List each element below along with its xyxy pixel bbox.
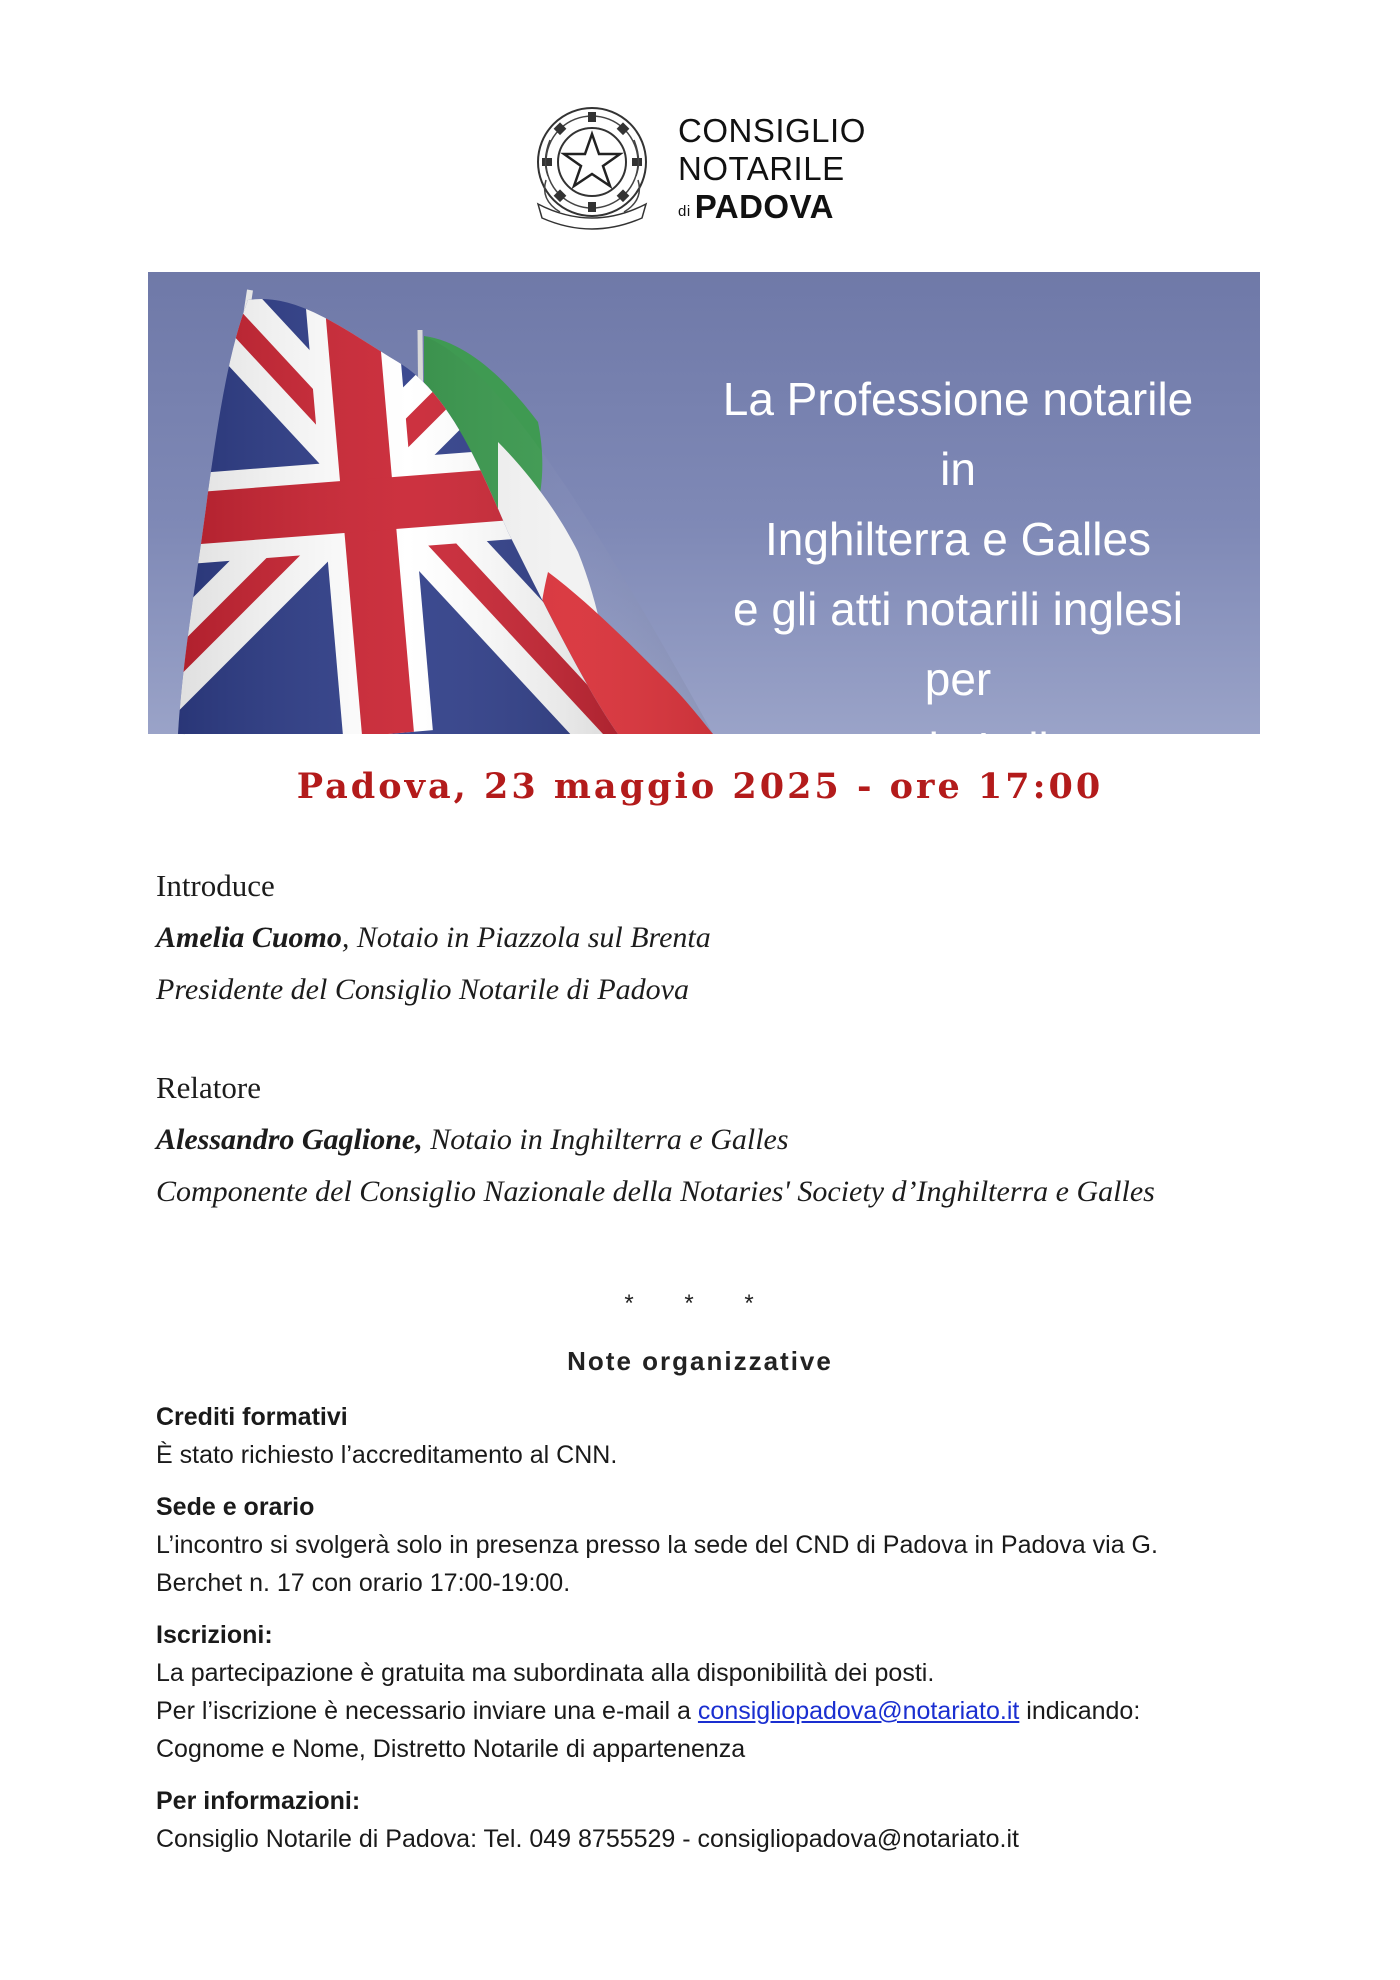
registration-text-line1: La partecipazione è gratuita ma subordinata alla disponibilità dei posti. (156, 1659, 935, 1687)
speaker-subtitle: Componente del Consiglio Nazionale della Notaries' Society d’Inghilterra e Galles (156, 1175, 1155, 1208)
relatore-label: Relatore (156, 1070, 262, 1105)
introducer-line (156, 920, 1306, 956)
speaker-title: Notaio in Inghilterra e Galles (422, 1123, 789, 1156)
credits-section (156, 1398, 1276, 1474)
registration-prefix: Per l’iscrizione è necessario inviare una e-mail a (156, 1697, 698, 1725)
registration-text-line2 (156, 1692, 1276, 1730)
header-logo (530, 100, 890, 230)
speakers-section (156, 868, 1306, 1272)
introducer-name-separator: , (341, 921, 357, 954)
banner-title (708, 364, 1208, 784)
banner-title-line: uso in Italia (841, 723, 1075, 775)
speaker-line (156, 1122, 1306, 1158)
registration-suffix: indicando: (1019, 1697, 1141, 1725)
introducer-title: Notaio in Piazzola sul Brenta (356, 921, 711, 954)
org-name-di: di (678, 203, 691, 220)
venue-text-line1: L’incontro si svolgerà solo in presenza presso la sede del CND di Padova in Padova via G. (156, 1531, 1158, 1559)
introducer-block (156, 868, 1306, 1008)
event-banner (148, 272, 1260, 775)
introducer-subtitle: Presidente del Consiglio Notarile di Padova (156, 973, 689, 1006)
section-separator: * * * (624, 1290, 776, 1317)
credits-heading: Crediti formativi (156, 1403, 348, 1431)
speaker-name: Alessandro Gaglione, (156, 1123, 423, 1156)
event-date-time: Padova, 23 maggio 2025 - ore 17:00 (296, 766, 1104, 807)
venue-heading: Sede e orario (156, 1493, 315, 1521)
repubblica-italiana-emblem-icon (530, 100, 656, 230)
credits-text: È stato richiesto l’accreditamento al CNN. (156, 1441, 618, 1469)
info-section (156, 1782, 1276, 1858)
org-name (678, 112, 866, 231)
registration-section (156, 1616, 1276, 1768)
info-heading: Per informazioni: (156, 1787, 361, 1815)
venue-section (156, 1488, 1276, 1602)
introducer-name: Amelia Cuomo (156, 921, 342, 954)
registration-email-link[interactable]: consigliopadova@notariato.it (697, 1697, 1020, 1725)
notes-title: Note organizzative (567, 1346, 833, 1376)
banner-title-line: Inghilterra e Galles (764, 513, 1152, 565)
introduce-label: Introduce (156, 868, 275, 903)
org-name-line2: NOTARILE (678, 150, 845, 187)
speaker-block (156, 1070, 1306, 1210)
banner-title-line: La Professione notarile in (722, 373, 1194, 495)
venue-text-line2: Berchet n. 17 con orario 17:00-19:00. (156, 1569, 571, 1597)
registration-heading: Iscrizioni: (156, 1621, 273, 1649)
organizational-notes (156, 1398, 1276, 1872)
org-name-line1: CONSIGLIO (678, 112, 866, 149)
org-name-city: PADOVA (694, 188, 834, 225)
banner-title-line: e gli atti notarili inglesi per (732, 583, 1183, 705)
info-text: Consiglio Notarile di Padova: Tel. 049 8755529 - consigliopadova@notariato.it (156, 1825, 1019, 1853)
org-name-city-line (678, 188, 866, 231)
registration-text-line3: Cognome e Nome, Distretto Notarile di appartenenza (156, 1735, 746, 1763)
